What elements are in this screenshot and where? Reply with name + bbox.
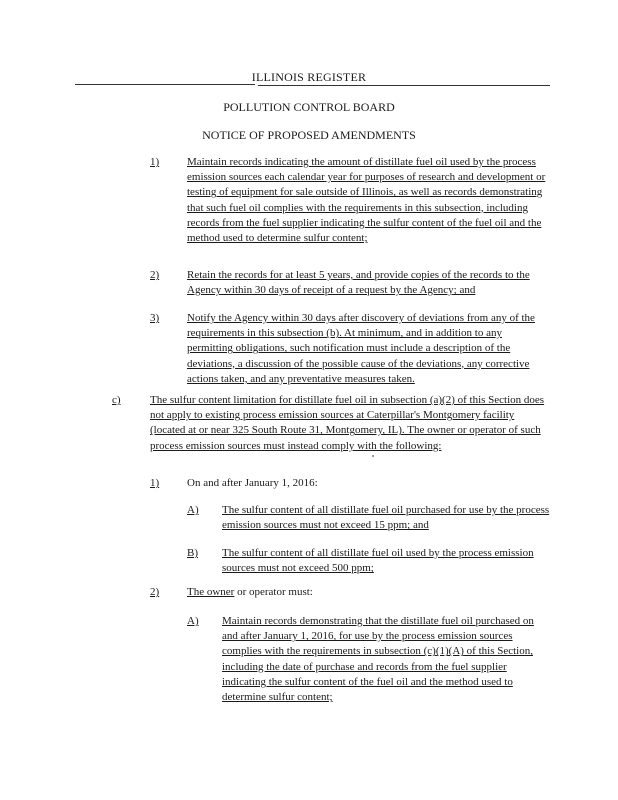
- item-label: 2): [150, 586, 160, 598]
- item-label: c): [112, 394, 121, 406]
- board-title: POLLUTION CONTROL BOARD: [223, 100, 395, 114]
- item-label: 1): [150, 156, 160, 168]
- item-label: 3): [150, 312, 160, 324]
- item-label: A): [187, 615, 199, 627]
- item-text: The sulfur content of all distillate fuel oil used by the process emission sources must not exceed 500 ppm;: [222, 547, 534, 575]
- notice-title: NOTICE OF PROPOSED AMENDMENTS: [202, 128, 416, 142]
- header-rule-right: [258, 85, 550, 86]
- item-text: The sulfur content limitation for distillate fuel oil in subsection (a)(2) of this Section does not apply to existing process emission sources at Caterpillar's Montgomery facility (located at or near 325 South Route 31, Montgomery, IL). The owner or operator of such process emission sources must instead comply with the following:: [150, 394, 545, 452]
- item-text-underlined: The owner: [187, 586, 235, 598]
- header-rule-left: [75, 84, 255, 85]
- item-label: B): [187, 547, 198, 559]
- item-label: A): [187, 504, 199, 516]
- item-label: 2): [150, 269, 160, 281]
- item-text: Maintain records demonstrating that the distillate fuel oil purchased on and after January 1, 2016, for use by the process emission sources complies with the requirements in subsection (c)(1)(A) of this Section, including the date of purchase and records from the fuel supplier indicating the sulfur content of the fuel oil and the method used to determine sulfur content;: [222, 615, 534, 704]
- item-text: The sulfur content of all distillate fuel oil purchased for use by the process emission sources must not exceed 15 ppm; and: [222, 504, 550, 532]
- item-text: [187, 585, 549, 600]
- item-label: 1): [150, 477, 160, 489]
- item-text: Notify the Agency within 30 days after discovery of deviations from any of the requirements in this subsection (b). At minimum, and in addition to any permitting obligations, such notification must include a description of the deviations, a discussion of the possible cause of the deviations, any corrective actions taken, and any preventative measures taken.: [187, 312, 535, 385]
- item-text: Retain the records for at least 5 years, and provide copies of the records to the Agency within 30 days of receipt of a request by the Agency; and: [187, 269, 530, 297]
- scan-speck: [372, 455, 374, 457]
- item-text-rest: or operator must:: [234, 586, 313, 598]
- register-title: ILLINOIS REGISTER: [251, 70, 367, 84]
- item-text: On and after January 1, 2016:: [187, 477, 318, 489]
- item-text: Maintain records indicating the amount of distillate fuel oil used by the process emission sources each calendar year for purposes of research and development or testing of equipment for sale outside of Illinois, as well as records demonstrating that such fuel oil complies with the requirements in this subsection, including records from the fuel supplier indicating the sulfur content of the fuel oil and the method used to determine sulfur content;: [187, 156, 546, 245]
